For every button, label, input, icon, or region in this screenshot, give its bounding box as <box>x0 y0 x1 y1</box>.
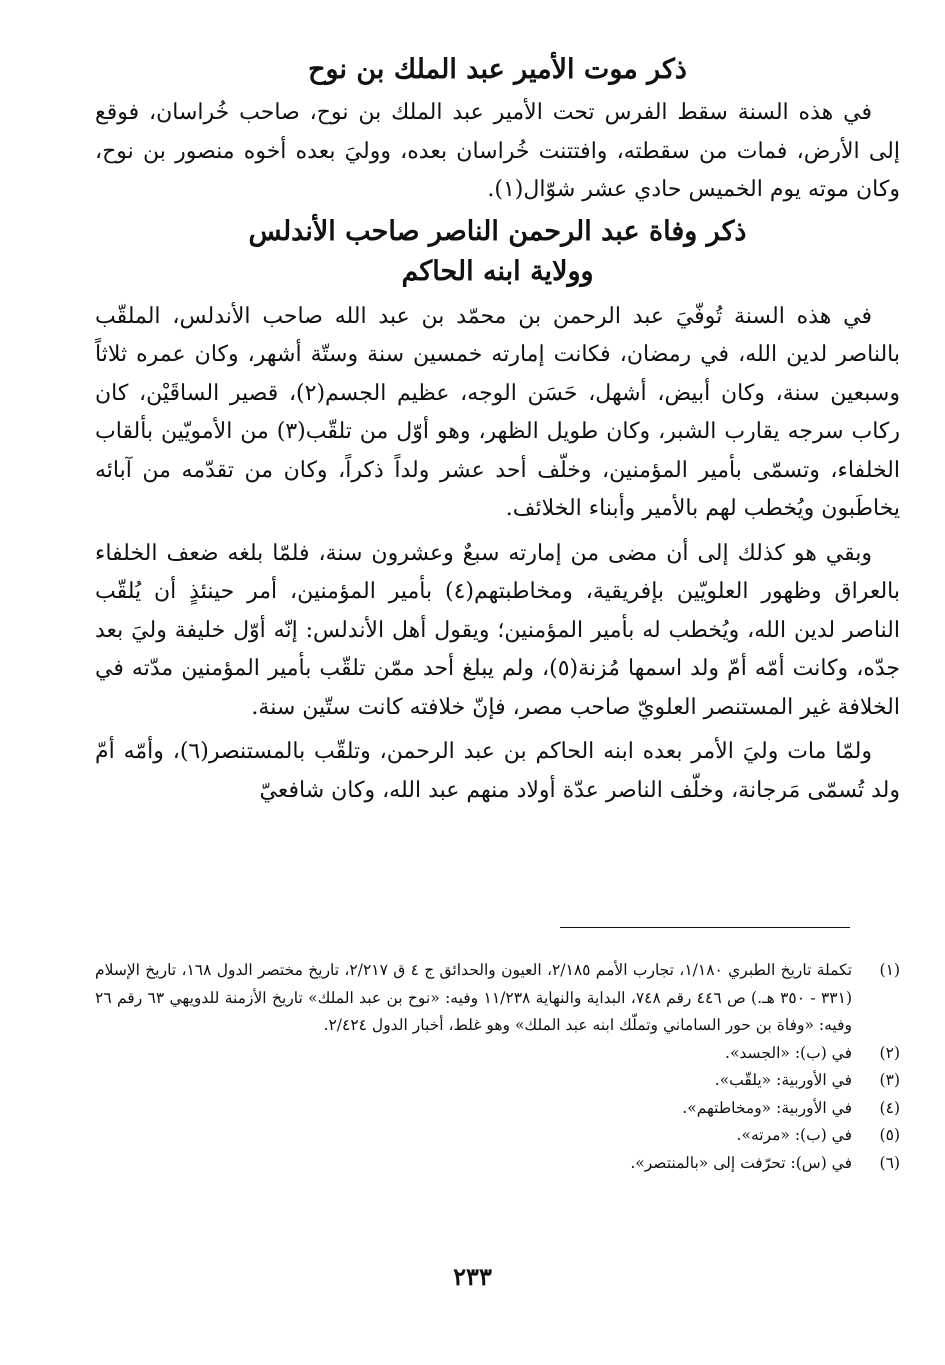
footnote-text: في الأوربية: «ومخاطتهم». <box>682 1098 852 1117</box>
footnote-number: (٤) <box>879 1098 900 1117</box>
paragraph-death-abd-al-malik: في هذه السنة سقط الفرس تحت الأمير عبد الملك بن نوح، صاحب خُراسان، فوقع إلى الأرض، فمات من سقطته، وافتتنت خُراسان بعده، ووليَ بعده أخوه منصور بن نوح، وكان موته يوم الخميس حادي عشر شوّال(١). <box>95 100 900 202</box>
page-body <box>95 50 900 810</box>
footnote-item <box>95 957 900 1040</box>
paragraph-abd-al-rahman-2: وبقي هو كذلك إلى أن مضى من إمارته سبعٌ وعشرون سنة، فلمّا بلغه ضعف الخلفاء بالعراق وظهور العلويّين بإفريقية، ومخاطبتهم(٤) بأمير المؤمنين، أمر حينئذٍ أن يُلقّب الناصر لدين الله، ويُخطب له بأمير المؤمنين؛ ويقول أهل الأندلس: إنّه أوّل خليفة وليَ بعد جدّه، وكانت أمّه أمّ ولد اسمها مُزنة(٥)، ولم يبلغ أحد ممّن تلقّب بأمير المؤمنين مدّته في الخلافة غير المستنصر العلويّ صاحب مصر، فإنّ خلافته كانت ستّين سنة. <box>95 540 900 720</box>
footnote-number: (٥) <box>879 1126 900 1144</box>
footnote-item <box>95 1040 900 1068</box>
section-heading-line-2: وولاية ابنه الحاكم <box>401 255 594 287</box>
footnote-text: في (ب): «مرته». <box>736 1126 852 1144</box>
footnote-item <box>95 1122 900 1150</box>
footnotes <box>95 957 900 1177</box>
footnote-item <box>95 1150 900 1178</box>
footnote-item <box>95 1067 900 1095</box>
footnote-text: في (س): تحرّفت إلى «بالمنتصر». <box>630 1153 852 1172</box>
footnote-item <box>95 1095 900 1123</box>
footnote-text: في الأوربية: «يلقّب». <box>714 1071 852 1089</box>
footnote-number: (٣) <box>879 1071 900 1089</box>
footnote-number: (١) <box>879 961 900 979</box>
footnote-number: (٢) <box>879 1043 900 1062</box>
footnote-text: تكملة تاريخ الطبري ١/١٨٠، تجارب الأمم ٢/١٨٥، العيون والحدائق ج ٤ ق ٢/٢١٧، تاريخ مختصر الدول ١٦٨، تاريخ الإسلام (٣٣١ - ٣٥٠ هـ.) ص ٤٤٦ رقم ٧٤٨، البداية والنهاية ١١/٢٣٨ وفيه: «نوح بن عبد الملك» تاريخ الأزمنة للدويهي ٦٣ رقم ٢٦ وفيه: «وفاة بن حور الساماني وتملّك ابنه عبد الملك» وهو غلط، أخبار الدول ٢/٤٢٤. <box>95 961 853 1034</box>
footnotes-divider <box>560 927 850 928</box>
paragraph-abd-al-rahman-1: في هذه السنة تُوفّيَ عبد الرحمن بن محمّد بن عبد الله صاحب الأندلس، الملقّب بالناصر لدين الله، في رمضان، فكانت إمارته خمسين سنة وستّة أشهر، وكان عمره ثلاثاً وسبعين سنة، وكان أبيض، أشهل، حَسَن الوجه، عظيم الجسم(٢)، قصير الساقَيْن، كان ركاب سرجه يقارب الشبر، وكان طويل الظهر، وهو أوّل من تلقّب(٣) من الأمويّين بألقاب الخلفاء، وتسمّى بأمير المؤمنين، وخلّف أحد عشر ولداً ذكراً، وكان من تقدّمه من آبائه يخاطَبون ويُخطب لهم بالأمير وأبناء الخلائف. <box>95 303 900 521</box>
page-number: ٢٣٣ <box>453 1262 492 1291</box>
section-heading-abd-al-rahman <box>95 212 900 292</box>
paragraph-abd-al-rahman-3: ولمّا مات وليَ الأمر بعده ابنه الحاكم بن عبد الرحمن، وتلقّب بالمستنصر(٦)، وأمّه أمّ ولد تُسمّى مَرجانة، وخلّف الناصر عدّة أولاد منهم عبد الله، وكان شافعيّ <box>95 739 900 803</box>
footnote-text: في (ب): «الجسد». <box>725 1043 852 1062</box>
footnote-number: (٦) <box>879 1153 900 1172</box>
section-heading-line-1: ذكر وفاة عبد الرحمن الناصر صاحب الأندلس <box>248 215 747 247</box>
section-heading-death-abd-al-malik: ذكر موت الأمير عبد الملك بن نوح <box>308 54 687 85</box>
